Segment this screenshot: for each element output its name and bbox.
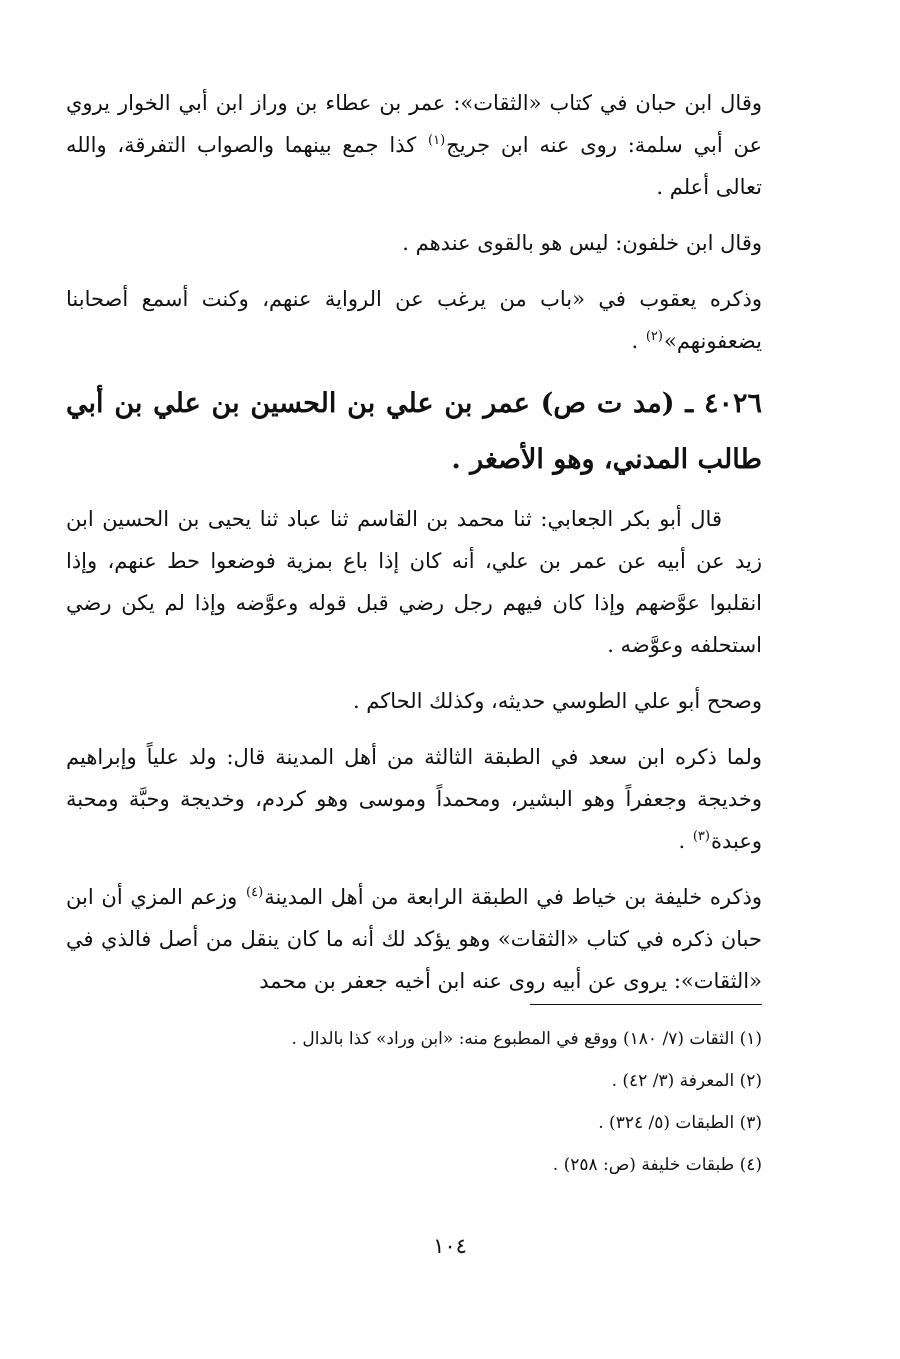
footnote-4: (٤) طبقات خليفة (ص: ٢٥٨) . [552,1155,762,1175]
paragraph-ibn-hibban [66,82,762,208]
paragraph-ibn-sad [66,736,762,862]
paragraph-text: وزعم المزي أن ابن حبان ذكره في كتاب «الثقات» وهو يؤكد لك أنه ما كان ينقل من أصل فالذي في «الثقات»: يروى عن أبيه روى عنه ابن أخيه جعفر بن محمد [66,885,762,993]
paragraph-text: ولما ذكره ابن سعد في الطبقة الثالثة من أهل المدينة قال: ولد علياً وإبراهيم وخديجة وجعفراً وهو البشير، ومحمداً وموسى وهو كردم، وخديجة وحبَّة ومحبة وعبدة [66,745,762,853]
footnote-3: (٣) الطبقات (٥/ ٣٢٤) . [598,1113,762,1133]
paragraph-text: . [678,829,692,853]
page-body [66,82,762,1175]
footnote-marker-3: (٣) [692,829,710,844]
footnote-divider [530,1004,762,1005]
footnote-2: (٢) المعرفة (٣/ ٤٢) . [611,1071,762,1091]
paragraph-tusi: وصحح أبو علي الطوسي حديثه، وكذلك الحاكم . [352,689,762,713]
paragraph-khalifa [66,876,762,1002]
footnote-1: (١) الثقات (٧/ ١٨٠) ووقع في المطبوع منه: «ابن وراد» كذا بالدال . [291,1029,762,1049]
footnote-marker-1: (١) [428,133,446,148]
paragraph-text: وذكره يعقوب في «باب من يرغب عن الرواية عنهم، وكنت أسمع أصحابنا يضعفونهم» [66,287,762,353]
paragraph-yaqub [66,278,762,362]
entry-heading: ٤٠٢٦ ـ (مد ت ص) عمر بن علي بن الحسين بن علي بن أبي طالب المدني، وهو الأصغر . [66,388,762,475]
footnote-marker-2: (٢) [645,329,663,344]
paragraph-text: وذكره خليفة بن خياط في الطبقة الرابعة من أهل المدينة [264,885,762,909]
paragraph-text: كذا جمع بينهما والصواب التفرقة، والله تعالى أعلم . [66,133,762,199]
footnotes [66,1022,762,1190]
footnote-marker-4: (٤) [246,885,264,900]
paragraph-text: . [631,329,645,353]
paragraph-text: وقال ابن حبان في كتاب «الثقات»: عمر بن عطاء بن وراز ابن أبي الخوار يروي عن أبي سلمة: روى عنه ابن جريج [66,91,762,157]
paragraph-ibn-khalfun: وقال ابن خلفون: ليس هو بالقوى عندهم . [402,231,762,255]
paragraph-jiabi: قال أبو بكر الجعابي: ثنا محمد بن القاسم ثنا عباد ثنا يحيى بن الحسين ابن زيد عن أبيه عن عمر بن علي، أنه كان إذا باع بمزية فوضعوا حط عنهم، وإذا انقلبوا عوَّضهم وإذا كان فيهم رجل رضي قبل قوله وعوَّضه وإذا لم يكن رضي استحلفه وعوَّضه . [66,507,762,657]
page-number: ١٠٤ [433,1234,467,1258]
